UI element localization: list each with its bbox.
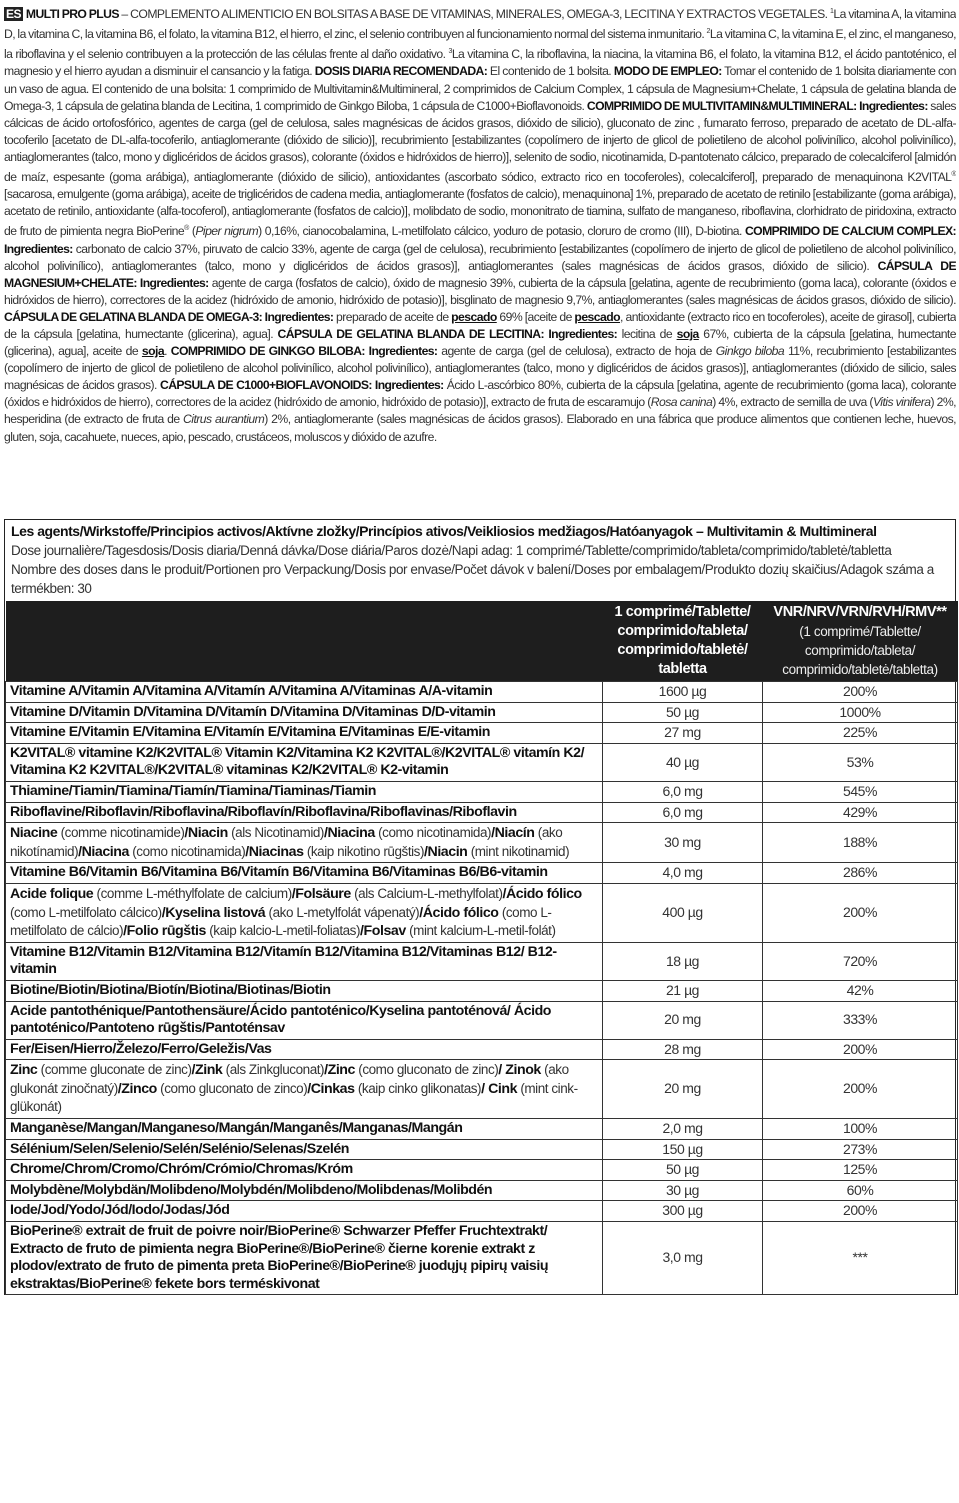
nutrient-name [6,682,603,703]
nutrient-nrv: 333% [763,1001,958,1039]
nutrient-form: (kaip cinko glikonatas) [354,1080,482,1096]
nutrient-form: (kaip kalcio-L-metil-foliatas) [205,923,361,939]
nutrient-name [6,1180,603,1201]
lecithin-label: CÁPSULA DE GELATINA BLANDA DE LECITINA: Ingredientes: [277,327,618,341]
table-row [6,863,958,884]
claim-text: La vitamina C, la riboflavina, la niacina, la vitamina B6, el folato, la vitamina B12, el ácido pantoténico, el magnesio y el hierro ayudan a disminuir el cansancio y la fatiga. [4,47,956,79]
nutrient-name [6,942,603,980]
table-row [6,1060,958,1119]
table-row [6,743,958,781]
nutrient-form: (como L-metilfolato cálcico) [10,904,162,920]
latin-name: Piper nigrum [195,224,259,239]
nutrient-label: Zinc [10,1062,38,1079]
table-row [6,682,958,703]
nutrient-nrv: 200% [763,1201,958,1222]
nutrient-nrv: 200% [763,883,958,942]
table-row [6,1222,958,1295]
nutrient-nrv: 1000% [763,702,958,723]
table-row [6,781,958,802]
c1000-label: CÁPSULA DE C1000+BIOFLAVONOIDS: Ingredientes: [160,378,444,393]
doses-per-pack-text: Nombre des doses dans le produit/Portionen pro Verpackung/Dosis por envase/Počet dávok v balení/Doses por embalagem/Produkto dozių skaičius/Adagok száma a termékben: 30 [11,562,934,596]
nutrient-amount: 300 µg [603,1201,763,1222]
nutrient-label: Vitamine E/Vitamin E/Vitamina E/Vitamín E/Vitamina E/Vitaminas E/E-vitamin [10,724,491,741]
multivitamin-label: COMPRIMIDO DE MULTIVITAMIN&MULTIMINERAL: Ingredientes: [586,98,928,113]
nutrient-name [6,1139,603,1160]
nutrient-label: Molybdène/Molybdän/Molibdeno/Molybdén/Molibdeno/Molibdenas/Molibdén [10,1181,493,1198]
table-row [6,823,958,863]
nutrient-amount: 2,0 mg [603,1119,763,1140]
nutrient-name [6,883,603,942]
latin-name: Ginkgo biloba [715,344,785,359]
nutrient-nrv: 720% [763,942,958,980]
nutrient-label: Biotine/Biotin/Biotina/Biotín/Biotina/Biotinas/Biotin [10,981,331,998]
table-row [6,1139,958,1160]
nutrition-box [4,519,956,1295]
nutrient-nrv: 188% [763,823,958,863]
table-row [6,702,958,723]
c1000-ingredients: Ácido L-ascórbico 80%, cubierta de la cápsula [gelatina, agente de recubrimiento (goma laca), colorante (óxidos e hidróxidos de hierro), correctores de la acidez (hidróxido de amonio, hidróxido de potasio)], extracto de fruta de escaramujo ( [4,378,956,410]
claim-text: La vitamina A, la vitamina D, la vitamina C, la vitamina B6, el folato, la vitamina B12, el hierro, el zinc, el selenio contribuyen al funcionamiento normal del sistema inmunitario. [4,7,956,42]
nutrient-label: /Ácido fólico [419,904,499,921]
nutrient-label: /Folio rūgštis [123,923,206,940]
nutrient-nrv: *** [763,1222,958,1295]
header-blank-cell [6,601,603,682]
nutrient-label: Vitamine B12/Vitamin B12/Vitamina B12/Vitamín B12/Vitamina B12/Vitaminas B12/ B12-vitamin [10,943,557,978]
nutrient-nrv: 53% [763,743,958,781]
lecithin-ingredients: lecitina de [617,327,677,341]
nutrient-name [6,781,603,802]
multivitamin-ingredients: sales cálcicas de ácido ortofosfórico, agentes de carga (gel de celulosa, sales magnésicas de ácidos grasos, dióxido de silicio), gluconato de zinc , fumarato ferroso, preparado de acetato de DL-alfa-tocoferilo [acetato de DL-alfa-tocoferilo, antiaglomerante (dióxido de silicio)], recubrimiento [estabilizantes (copolímero de injerto de glicol de polietileno de alcohol polivinílico, alcohol polivinílico), antiaglomerantes (talco, mono y diglicéridos de ácidos grasos), colorante (óxidos e hidróxidos de hierro)], selenito de sodio, nicotinamida, D-pantotenato cálcico, preparado de colecalciferol [almidón de maíz, espesante (goma arábiga), antiaglomerante (dióxido de silicio), antioxidantes (ascorbato sódico, extracto rico en tocoferoles), colecalciferol], preparado de menaquinona K2VITAL [4,98,956,185]
nutrient-label: /Folsav [360,923,406,940]
nutrient-form: (ako L-metylfolát vápenatý) [265,904,420,920]
lecithin-ingredients: 67%, cubierta de la cápsula [gelatina, humectante (glicerina), agua], aceite de [4,327,956,359]
nutrient-nrv: 545% [763,781,958,802]
table-row [6,1180,958,1201]
multivitamin-ingredients: ( [188,224,196,239]
nutrient-label: Vitamine B6/Vitamin B6/Vitamina B6/Vitamín B6/Vitamina B6/Vitaminas B6/B6-vitamin [10,864,548,881]
nutrient-nrv: 200% [763,1039,958,1060]
nutrient-amount: 20 mg [603,1060,763,1119]
nutrient-form: (kaip nikotino rūgštis) [303,843,425,859]
nutrient-label: /Ácido fólico [502,885,582,902]
nutrient-nrv: 42% [763,980,958,1001]
omega3-ingredients: preparado de aceite de [333,309,452,324]
nutrient-label: Chrome/Chrom/Cromo/Chróm/Crómio/Chromas/Króm [10,1161,353,1178]
magnesium-ingredients: agente de carga (fosfatos de calcio), óxido de magnesio 39%, cubierta de la cápsula [gelatina, agente de recubrimiento (goma laca), colorante (óxidos e hidróxidos de hierro), correctores de la acidez (hidróxido de amonio, hidróxido de potasio)], bisglinato de magnesio 9,7%, antiaglomerantes (sales magnésicas de ácidos grasos, dióxido de silicio). [4,275,956,307]
nutrient-form: (mint kalcium-L-metil-folát) [405,923,556,939]
nutrient-form: (comme nicotinamide) [57,825,185,841]
nutrient-name [6,863,603,884]
claim-text: La vitamina C, la vitamina E, el zinc, el manganeso, la riboflavina y el selenio contribuyen a la protección de las células frente al daño oxidativo. [4,27,956,62]
nutrient-form: (como L-metilfolato de cálcio) [10,904,552,939]
nutrient-name [6,802,603,823]
table-row [6,802,958,823]
table-row [6,723,958,744]
nutrient-form: (ako glukonát zinočnatý) [10,1062,569,1096]
nutrient-amount: 40 µg [603,743,763,781]
ginkgo-ingredients: agente de carga (gel de celulosa), extracto de hoja de [437,344,716,359]
nutrient-form: (mint nikotinamid) [467,843,570,859]
footnote-marker: 2 [706,28,710,36]
c1000-ingredients: ) 2%, hesperidina (de extracto de fruta de [4,395,956,427]
nutrient-nrv: 125% [763,1160,958,1181]
calcium-label: COMPRIMIDO DE CALCIUM COMPLEX: Ingredientes: [4,224,956,256]
nutrient-form: (como gluconato de zinco) [156,1080,308,1096]
nutrient-nrv: 100% [763,1119,958,1140]
nrv-column-header [763,601,958,682]
nutrient-amount: 18 µg [603,942,763,980]
product-name: MULTI PRO PLUS [25,7,119,22]
nutrient-nrv: 60% [763,1180,958,1201]
table-row [6,883,958,942]
nutrient-amount: 50 µg [603,1160,763,1181]
nutrient-form: (como nicotinamida) [128,843,246,859]
nutrient-label: K2VITAL® vitamine K2/K2VITAL® Vitamin K2/Vitamina K2 K2VITAL®/K2VITAL® vitamín K2/ Vitamina K2 K2VITAL®/K2VITAL® vitaminas K2/K2VITAL® K2-vitamin [10,744,585,779]
allergen-text: soja [676,327,699,341]
nutrient-nrv: 429% [763,802,958,823]
nutrient-label: Acide folique [10,885,94,902]
language-badge: ES [6,7,21,22]
multivitamin-ingredients: ) 0,16%, cianocobalamina, L-metilfolato cálcico, yoduro de potasio, cloruro de cromo (III), D-biotina. [258,224,745,239]
nutrient-label: / Cink [481,1080,518,1097]
nutrient-amount: 21 µg [603,980,763,1001]
nutrient-form: (como nicotinamida) [374,825,492,841]
nutrient-nrv: 273% [763,1139,958,1160]
daily-dose-text: Dose journalière/Tagesdosis/Dosis diaria/Denná dávka/Dose diária/Paros dozė/Napi adag: 1 comprimé/Tablette/comprimido/tableta/comprimido/tabletė/tabletta [11,543,892,558]
nutrient-nrv: 286% [763,863,958,884]
nutrient-label: / Zinok [498,1062,541,1079]
calcium-ingredients: carbonato de calcio 37%, piruvato de calcio 33%, agente de carga (gel de celulosa), recubrimiento [estabilizantes (copolímero de injerto de glicol de polietileno de alcohol polivinílico, alcohol polivinílico), antiaglomerantes (talco, mono y diglicéridos de ácidos grasos)], antiaglomerantes (sales magnésicas de ácidos grasos, dióxido de silicio). [4,241,956,273]
nutrient-nrv: 200% [763,1060,958,1119]
ginkgo-ingredients: 11%, recubrimiento [estabilizantes (copolímero de injerto de glicol de polietileno de alcohol polivinílico, alcohol polivinílico), antiaglomerantes (talco, mono y diglicéridos de ácidos grasos)], antiaglomerantes (dióxido de silicio, sales magnésicas de ácidos grasos). [4,344,956,393]
nutrient-name [6,1001,603,1039]
allergen-text: pescado [451,309,497,324]
nrv-header-title: VNR/NRV/VRN/RVH/RMV** [773,604,947,620]
table-row [6,942,958,980]
table-row [6,1039,958,1060]
nutrient-name [6,823,603,863]
nutrient-amount: 50 µg [603,702,763,723]
omega3-ingredients: , antioxidante (extracto rico en tocoferoles), aceite de girasol], cubierta de la cápsula [gelatina, humectante (glicerina), agua]. [4,309,956,341]
table-row [6,1119,958,1140]
nutrient-form: (als Zinkgluconat) [222,1062,325,1078]
latin-name: Citrus aurantium [183,412,265,427]
nutrient-amount: 6,0 mg [603,802,763,823]
dosage-text: El contenido de 1 bolsita. [487,64,614,79]
nutrient-nrv: 225% [763,723,958,744]
nutrient-amount: 30 µg [603,1180,763,1201]
nrv-header-subtitle: (1 comprimé/Tablette/ comprimido/tableta/ comprimido/tabletė/tabletta) [782,624,938,677]
nutrient-amount: 28 mg [603,1039,763,1060]
nutrient-form: (como gluconato de zinc) [354,1062,499,1078]
nutrient-name [6,1060,603,1119]
nutrient-amount: 20 mg [603,1001,763,1039]
nutrient-label: BioPerine® extrait de fruit de poivre noir/BioPerine® Schwarzer Pfeffer Fruchtextrakt/ Extracto de fruto de pimienta negra BioPerine®/BioPerine® čierne korenie extrakt z plodov/extrato de fruto de pimenta preta BioPerine®/BioPerine® juodųjų pipirų vaisių ekstraktas/BioPerine® fekete bors terméskivonat [10,1223,549,1292]
table-header-row [6,601,958,682]
footnote-marker: 3 [448,48,452,56]
nutrient-amount: 150 µg [603,1139,763,1160]
nutrient-form: (comme gluconate de zinc) [37,1062,192,1078]
nutrition-rows [6,682,958,1295]
lecithin-ingredients: . [164,344,171,359]
nutrient-name [6,1201,603,1222]
multivitamin-ingredients: [sacarosa, emulgente (goma arábiga), aceite de triglicéridos de cadena media, antiaglomerante (fosfatos de calcio), menaquinona] 1%, preparado de acetato de retinilo [estabilizante (goma arábiga), acetato de retinilo, antioxidante (alfa-tocoferol), antiaglomerante (fosfatos de calcio)], molibdato de sodio, mononitrato de tiamina, sulfato de manganeso, riboflavina, clorhidrato de piridoxina, extracto de fruto de pimienta negra BioPerine [4,187,956,239]
nutrient-label: Acide pantothénique/Pantothensäure/Ácido pantoténico/Kyselina pantoténová/ Ácido pantoténico/Pantoteno rūgštis/Pantoténsav [10,1002,552,1037]
table-row [6,1001,958,1039]
nutrient-name [6,723,603,744]
nutrient-name [6,1160,603,1181]
table-row [6,980,958,1001]
dosage-label: DOSIS DIARIA RECOMENDADA: [314,64,488,79]
nutrient-amount: 3,0 mg [603,1222,763,1295]
nutrient-name [6,743,603,781]
spanish-ingredients-paragraph [4,3,956,515]
nutrient-label: Riboflavine/Riboflavin/Riboflavina/Riboflavín/Riboflavina/Riboflavinas/Riboflavin [10,803,517,820]
c1000-ingredients: ) 4%, extracto de semilla de uva ( [712,395,873,410]
usage-label: MODO DE EMPLEO: [613,64,722,79]
nutrition-header [5,520,955,601]
nutrient-label: Sélénium/Selen/Selenio/Selén/Selénio/Selenas/Szelén [10,1140,349,1157]
omega3-ingredients: 69% [aceite de [496,309,575,324]
nutrient-form: (als Nicotinamid) [227,825,324,841]
allergen-text: soja [141,344,165,359]
nutrient-amount: 4,0 mg [603,863,763,884]
nutrient-amount: 400 µg [603,883,763,942]
nutrient-amount: 1600 µg [603,682,763,703]
nutrient-name [6,1039,603,1060]
amount-column-header: 1 comprimé/Tablette/ comprimido/tableta/ comprimido/tabletė/ tabletta [603,601,763,682]
nutrient-amount: 30 mg [603,823,763,863]
nutrient-label: /Cinkas [307,1080,355,1097]
nutrition-table [5,601,958,1295]
ginkgo-label: COMPRIMIDO DE GINKGO BILOBA: Ingredientes: [170,344,438,359]
c1000-ingredients: ) 2%, antiaglomerante (sales magnésicas de ácidos grasos). Elaborado en una fábrica que produce alimentos que contienen leche, huevos, gluten, soja, cacahuete, nueces, apio, pescado, crustáceos, moluscos y dióxido de azufre. [4,412,956,444]
nutrient-label: Thiamine/Tiamin/Tiamina/Tiamín/Tiamina/Tiaminas/Tiamin [10,782,376,799]
nutrient-form: (mint cink-glükonát) [10,1080,578,1115]
nutrient-form: (comme L-méthylfolate de calcium) [93,885,292,901]
magnesium-label: CÁPSULA DE MAGNESIUM+CHELATE: Ingredientes: [4,258,956,290]
allergen-text: pescado [574,309,621,324]
registered-mark: ® [951,171,956,179]
omega3-label: CÁPSULA DE GELATINA BLANDA DE OMEGA-3: Ingredientes: [4,309,334,324]
nutrient-nrv: 200% [763,682,958,703]
nutrient-name [6,980,603,1001]
nutrient-form: (als Calcium-L-methylfolat) [350,885,503,901]
label-page [4,3,956,1295]
nutrient-name [6,702,603,723]
nutrient-label: Vitamine D/Vitamin D/Vitamina D/Vitamín D/Vitamina D/Vitaminas D/D-vitamin [10,703,496,720]
nutrient-label: Fer/Eisen/Hierro/Železo/Ferro/Geležis/Vas [10,1040,272,1057]
nutrient-label: /Niacin [184,825,228,842]
nutrient-label: /Zinc [324,1062,355,1079]
nutrient-label: /Niacin [424,843,468,860]
nutrient-name [6,1119,603,1140]
nutrient-label: Iode/Jod/Yodo/Jód/Iodo/Jodas/Jód [10,1202,230,1219]
latin-name: Rosa canina [650,395,713,410]
nutrient-form: (ako nikotínamid) [10,825,563,859]
nutrient-label: Niacine [10,825,58,842]
nutrient-label: /Zink [191,1062,223,1079]
nutrient-label: /Niacina [78,843,129,860]
nutrient-label: /Niacín [491,825,535,842]
nutrient-label: /Niacina [323,825,375,842]
nutrient-label: /Niacinas [245,843,304,860]
nutrition-title: Les agents/Wirkstoffe/Principios activos/Aktívne zložky/Princípios ativos/Veikliosios medžiagos/Hatóanyagok – Multivitamin & Multimineral [11,523,877,539]
table-row [6,1201,958,1222]
footnote-marker: 1 [830,8,834,15]
nutrient-label: Vitamine A/Vitamin A/Vitamina A/Vitamín A/Vitamina A/Vitaminas A/A-vitamin [10,683,493,699]
nutrient-amount: 27 mg [603,723,763,744]
nutrient-label: /Zinco [117,1080,157,1097]
usage-text: Tomar el contenido de 1 bolsita diariamente con un vaso de agua. El contenido de una bolsita: 1 comprimido de Multivitamin&Multimineral, 2 comprimidos de Calcium Complex, 1 cápsula de Magnesium+Chelate, 1 cápsula de gelatina blanda de Omega-3, 1 cápsula de gelatina blanda de Lecitina, 1 comprimido de Ginkgo Biloba, 1 cápsula de C1000+Bioflavonoids. [4,64,956,113]
nutrient-label: /Folsäure [291,885,351,902]
product-description: – COMPLEMENTO ALIMENTICIO EN BOLSITAS A BASE DE VITAMINAS, MINERALES, OMEGA-3, LECITINA Y EXTRACTOS VEGETALES. [118,7,831,22]
latin-name: Vitis vinifera [872,395,931,410]
nutrient-label: Manganèse/Mangan/Manganeso/Mangán/Manganês/Manganas/Mangán [10,1120,463,1137]
nutrient-label: /Kyselina listová [161,904,266,921]
nutrient-name [6,1222,603,1295]
table-row [6,1160,958,1181]
registered-mark: ® [184,225,189,233]
nutrient-amount: 6,0 mg [603,781,763,802]
